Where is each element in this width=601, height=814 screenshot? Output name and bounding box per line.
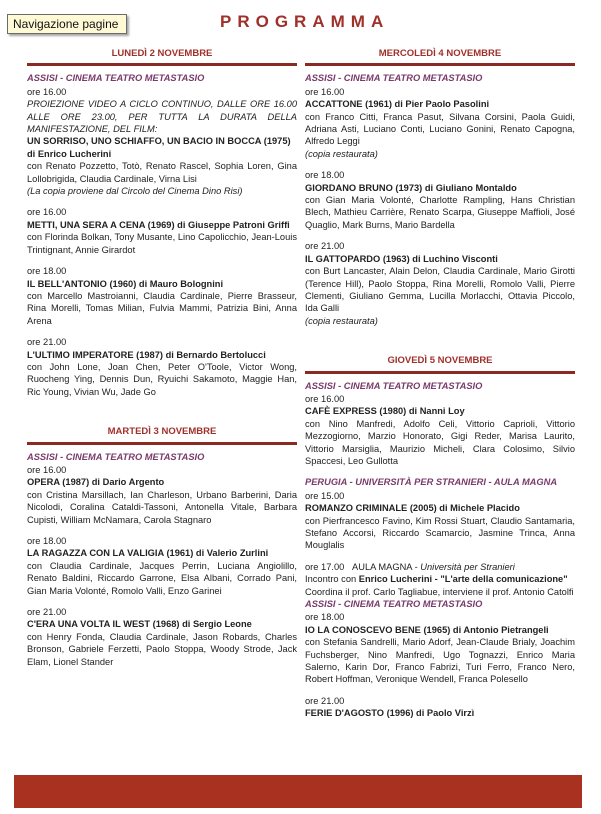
screening-time: ore 18.00: [305, 612, 345, 623]
meeting-title: Enrico Lucherini - "L'arte della comunicazione": [358, 574, 568, 585]
screening-entry: [305, 695, 575, 720]
screening-time: ore 21.00: [27, 337, 67, 348]
film-title: IL BELL'ANTONIO (1960) di Mauro Bolognini: [27, 278, 224, 289]
film-title: C'ERA UNA VOLTA IL WEST (1968) di Sergio Leone: [27, 619, 252, 630]
screening-entry: [305, 240, 575, 327]
day-spacer: [305, 327, 575, 355]
screening-time: ore 16.00: [27, 207, 67, 218]
screening-entry: [305, 611, 575, 685]
screening-entry: [305, 393, 575, 467]
film-title: OPERA (1987) di Dario Argento: [27, 477, 165, 488]
place-detail: Università per Stranieri: [420, 561, 515, 572]
screening-entry: [27, 336, 297, 398]
venue-heading: ASSISI - CINEMA TEATRO METASTASIO: [27, 73, 205, 84]
film-cast: con Burt Lancaster, Alain Delon, Claudia Cardinale, Mario Girotti (Terence Hill), Paolo Stoppa, Rina Morelli, Romolo Valli, Pierre Clementi, Giuliano Gemma, Lucilla Morlacchi, Ottavia Piccolo, Ida Galli: [305, 266, 575, 314]
screening-time: ore 16.00: [305, 393, 345, 404]
screening-time: ore 21.00: [305, 695, 345, 706]
film-title: UN SORRISO, UNO SCHIAFFO, UN BACIO IN BOCCA (1975) di Enrico Lucherini: [27, 136, 291, 159]
film-title: METTI, UNA SERA A CENA (1969) di Giuseppe Patroni Griffi: [27, 219, 290, 230]
place-label: AULA MAGNA -: [352, 561, 421, 572]
film-title: LA RAGAZZA CON LA VALIGIA (1961) di Valerio Zurlini: [27, 548, 269, 559]
screening-intro: PROIEZIONE VIDEO A CICLO CONTINUO, DALLE ORE 16.00 ALLE ORE 23.00, PER TUTTA LA DURATA DELLA MANIFESTAZIONE, DEL FILM:: [27, 99, 297, 135]
screening-time: ore 18.00: [27, 266, 67, 277]
day-spacer: [27, 398, 297, 426]
time-value: ore 17.00: [305, 561, 345, 572]
screening-time: ore 18.00: [27, 536, 67, 546]
film-cast: con Gian Maria Volonté, Charlotte Rampling, Hans Christian Blech, Mathieu Carrière, Renato Scarpa, Giuseppe Maffioli, José Quaglio, Mark Burns, Mario Bardella: [305, 195, 575, 230]
screening-entry: [27, 464, 297, 526]
venue-heading: ASSISI - CINEMA TEATRO METASTASIO: [305, 380, 483, 391]
day-heading: GIOVEDÌ 5 NOVEMBRE: [305, 355, 575, 373]
film-cast: con Renato Pozzetto, Totò, Renato Rascel, Sophia Loren, Gina Lollobrigida, Claudia Cardinale, Virna Lisi: [27, 161, 297, 184]
screening-time: ore 16.00: [27, 464, 67, 475]
day-heading: MERCOLEDÌ 4 NOVEMBRE: [305, 48, 575, 66]
screening-time: ore 18.00: [305, 170, 345, 181]
screening-entry: [27, 86, 297, 198]
screening-entry: [305, 561, 575, 598]
film-title: FERIE D'AGOSTO (1996) di Paolo Virzì: [305, 708, 475, 719]
film-cast: con Nino Manfredi, Adolfo Celi, Vittorio Caprioli, Vittorio Mezzogiorno, Marzio Honorato, Gigi Reder, Marisa Laurito, Vittorio Marsiglia, Maurizio Micheli, Clara Colosimo, Silvio Spaccesi, Leo Gullotta: [305, 418, 575, 466]
meeting-line: [305, 573, 575, 585]
film-cast: con Florinda Bolkan, Tony Musante, Lino Capolicchio, Jean-Louis Trintignant, Annie Girardot: [27, 232, 297, 255]
right-column: [305, 48, 575, 720]
screening-note: (copia restaurata): [305, 148, 378, 159]
film-cast: con Franco Citti, Franca Pasut, Silvana Corsini, Paola Guidi, Adriana Asti, Luciano Conti, Luciano Gonini, Renato Capogna, Alfredo Leggi: [305, 111, 575, 147]
film-cast: con Claudia Cardinale, Jacques Perrin, Luciana Angiolillo, Renato Baldini, Riccardo Garrone, Elsa Albani, Corrado Pani, Gian Maria Volonté, Romolo Valli, Enzo Garinei: [27, 560, 297, 596]
film-title: L'ULTIMO IMPERATORE (1987) di Bernardo Bertolucci: [27, 349, 266, 360]
page-title: PROGRAMMA: [220, 12, 390, 31]
venue-heading: PERUGIA - UNIVERSITÀ PER STRANIERI - AULA MAGNA: [305, 477, 558, 488]
screening-entry: [27, 535, 297, 597]
screening-entry: [27, 206, 297, 256]
footer-bar: [14, 775, 582, 808]
screening-entry: [305, 86, 575, 160]
screening-entry: [305, 169, 575, 231]
page-navigation-button[interactable]: Navigazione pagine: [7, 14, 127, 34]
day-heading: MARTEDÌ 3 NOVEMBRE: [27, 426, 297, 444]
film-title: IL GATTOPARDO (1963) di Luchino Visconti: [305, 253, 498, 264]
day-heading: LUNEDÌ 2 NOVEMBRE: [27, 48, 297, 66]
film-title: CAFÈ EXPRESS (1980) di Nanni Loy: [305, 406, 465, 417]
film-cast: con Pierfrancesco Favino, Kim Rossi Stuart, Claudio Santamaria, Stefano Accorsi, Riccardo Scamarcio, Jasmine Trinca, Anna Mouglalis: [305, 515, 575, 551]
venue-heading: ASSISI - CINEMA TEATRO METASTASIO: [305, 73, 483, 84]
left-column: [27, 48, 297, 668]
venue-heading: ASSISI - CINEMA TEATRO METASTASIO: [27, 451, 205, 462]
film-title: ACCATTONE (1961) di Pier Paolo Pasolini: [305, 99, 490, 110]
film-cast: con Stefania Sandrelli, Mario Adorf, Jean-Claude Brialy, Joachim Fuchsberger, Nino Manfredi, Ugo Tognazzi, Enrico Maria Salerno, Karin Dor, Franco Fabrizi, Turi Ferro, Franco Nero, Robert Hoffman, Veronique Wendell, Franca Polesello: [305, 637, 575, 685]
film-cast: con Cristina Marsillach, Ian Charleson, Urbano Barberini, Daria Nicolodi, Coralina Cataldi-Tassoni, Antonella Vitale, Barbara Cupisti, William McNamara, Carola Stagnaro: [27, 489, 297, 525]
film-cast: con John Lone, Joan Chen, Peter O'Toole, Victor Wong, Ruocheng Ying, Dennis Dun, Ryuichi Sakamoto, Maggie Han, Ric Young, Vivian Wu, Jade Go: [27, 361, 297, 397]
screening-time: ore 21.00: [305, 241, 345, 252]
film-title: GIORDANO BRUNO (1973) di Giuliano Montaldo: [305, 182, 517, 193]
film-title: IO LA CONOSCEVO BENE (1965) di Antonio Pietrangeli: [305, 624, 549, 635]
screening-time: ore 21.00: [27, 607, 67, 618]
screening-time: ore 16.00: [305, 86, 345, 97]
screening-time: ore 15.00: [305, 490, 345, 501]
screening-entry: [27, 606, 297, 668]
screening-note: (copia restaurata): [305, 315, 378, 326]
meeting-prefix: Incontro con: [305, 574, 359, 585]
film-title: ROMANZO CRIMINALE (2005) di Michele Placido: [305, 503, 520, 514]
screening-time: [305, 561, 575, 573]
screening-note: (La copia proviene dal Circolo del Cinema Dino Risi): [27, 186, 243, 197]
film-cast: con Marcello Mastroianni, Claudia Cardinale, Pierre Brasseur, Rina Morelli, Tomas Milian, Fulvia Mammi, Patrizia Bini, Anna Arena: [27, 290, 297, 326]
screening-entry: [27, 265, 297, 327]
venue-heading: ASSISI - CINEMA TEATRO METASTASIO: [305, 599, 483, 610]
meeting-details: Coordina il prof. Carlo Tagliabue, interviene il prof. Antonio Catolfi: [305, 586, 574, 597]
film-cast: con Henry Fonda, Claudia Cardinale, Jason Robards, Charles Bronson, Gabriele Ferzetti, Paolo Stoppa, Woody Strode, Jack Elam, Lionel Stander: [27, 631, 297, 667]
screening-entry: [305, 490, 575, 552]
screening-time: ore 16.00: [27, 86, 67, 97]
